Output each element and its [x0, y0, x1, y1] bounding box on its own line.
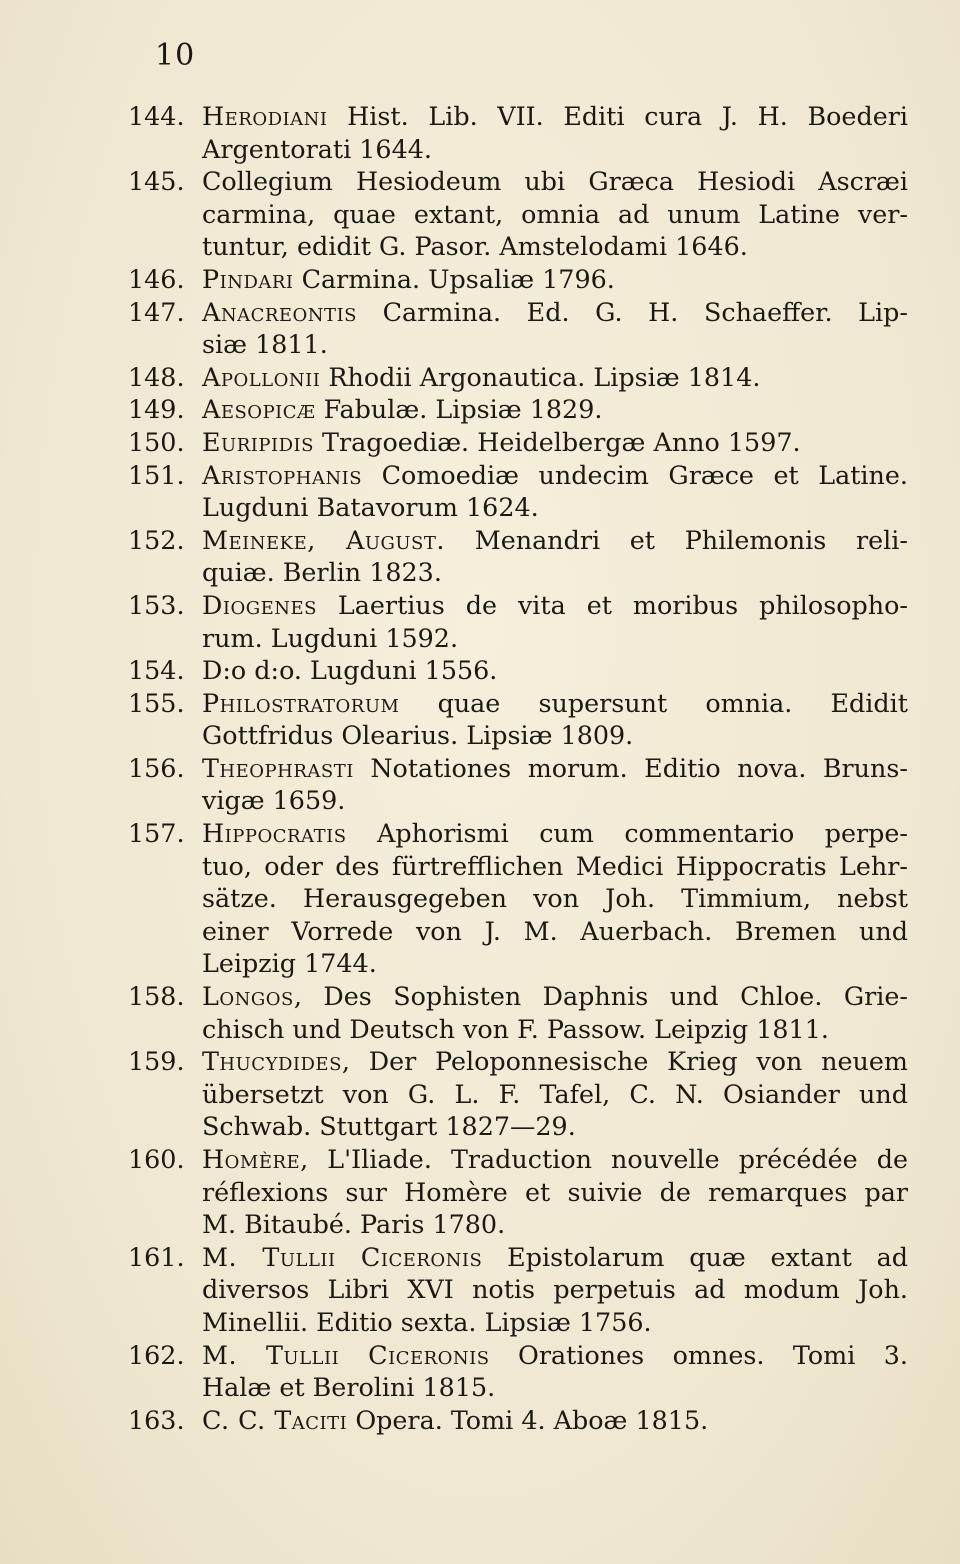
entry-text: M. Bitaubé. Paris 1780. [202, 1209, 506, 1240]
entry-author: Pindari [202, 263, 294, 294]
catalogue-entry [128, 426, 908, 459]
catalogue-entry [128, 165, 908, 263]
entry-line [202, 361, 908, 394]
entry-text: diversos Libri XVI notis perpetuis ad modum Joh. [202, 1274, 908, 1305]
entry-author: Diogenes [202, 589, 317, 620]
entry-text: quae supersunt omnia. Edidit [399, 687, 908, 718]
entry-text: , Der Peloponnesische Krieg von neuem [341, 1046, 908, 1077]
entry-author: Philostratorum [202, 687, 400, 718]
entry-text: sätze. Herausgegeben von Joh. Timmium, nebst [202, 883, 908, 914]
entry-text: Schwab. Stuttgart 1827—29. [202, 1111, 576, 1142]
entry-number: 160. [128, 1144, 185, 1174]
entry-line [202, 1306, 908, 1339]
entry-line [202, 752, 908, 785]
catalogue-entry [128, 589, 908, 654]
entry-text: einer Vorrede von J. M. Auerbach. Bremen und [202, 915, 908, 946]
entry-number: 152. [128, 524, 185, 555]
entry-line [202, 263, 908, 296]
entry-author: Anacreontis [202, 296, 358, 327]
catalogue-entry [128, 980, 908, 1045]
entry-text: siæ 1811. [202, 329, 328, 360]
entry-text: , L'Iliade. Traduction nouvelle précédée de [300, 1144, 908, 1174]
catalogue-entry [128, 687, 908, 752]
entry-author: Euripidis [202, 426, 314, 457]
entry-text: Lugduni Batavorum 1624. [202, 492, 539, 523]
entry-line [202, 719, 908, 752]
entry-number: 149. [128, 394, 185, 425]
catalogue-entry [128, 361, 908, 394]
page-number: 10 [155, 38, 196, 73]
catalogue-entry [128, 1404, 908, 1437]
entry-line [202, 459, 908, 492]
catalogue-entry [128, 524, 908, 589]
entry-text: chisch und Deutsch von F. Passow. Leipzig 1811. [202, 1013, 829, 1044]
entry-line [202, 1110, 908, 1143]
entry-line [202, 817, 908, 850]
entry-number: 161. [128, 1241, 185, 1272]
catalogue-list [128, 100, 908, 1436]
entry-line [202, 654, 908, 687]
entry-line [202, 1273, 908, 1306]
entry-text: Menandri et Philemonis reli- [444, 524, 908, 555]
entry-text: Orationes omnes. Tomi 3. [489, 1339, 908, 1370]
entry-number: 147. [128, 296, 185, 327]
entry-line [202, 1013, 908, 1046]
entry-text: Carmina. Ed. G. H. Schaeffer. Lip- [357, 296, 908, 327]
catalogue-entry [128, 752, 908, 817]
entry-text: Carmina. Upsaliæ 1796. [293, 263, 615, 294]
entry-text: , Des Sophisten Daphnis und Chloe. Grie- [293, 981, 908, 1012]
catalogue-entry [128, 817, 908, 980]
entry-text: Hist. Lib. VII. Editi cura J. H. Boederi [327, 101, 908, 131]
catalogue-entry [128, 1143, 908, 1241]
entry-line [202, 524, 908, 557]
entry-text: réflexions sur Homère et suivie de remarques par [202, 1176, 908, 1207]
entry-author: Aesopicæ [202, 394, 316, 425]
entry-number: 151. [128, 459, 185, 490]
entry-number: 153. [128, 589, 185, 620]
entry-author: Homère [202, 1144, 301, 1174]
entry-line [202, 491, 908, 524]
entry-line [202, 1404, 908, 1437]
entry-line [202, 1176, 908, 1209]
entry-text: rum. Lugduni 1592. [202, 622, 459, 653]
entry-number: 155. [128, 687, 185, 718]
entry-author: Herodiani [202, 101, 328, 131]
entry-text: Notationes morum. Editio nova. Bruns- [353, 752, 908, 783]
entry-text: Tragoediæ. Heidelbergæ Anno 1597. [313, 426, 801, 457]
entry-number: 156. [128, 752, 185, 783]
entry-text: Minellii. Editio sexta. Lipsiæ 1756. [202, 1306, 652, 1337]
entry-text: Laertius de vita et moribus philosopho- [316, 589, 908, 620]
entry-line [202, 1045, 908, 1078]
entry-number: 146. [128, 263, 185, 294]
entry-text: übersetzt von G. L. F. Tafel, C. N. Osiander und [202, 1078, 908, 1109]
catalogue-entry [128, 1339, 908, 1404]
entry-line [202, 882, 908, 915]
entry-number: 145. [128, 166, 185, 197]
catalogue-entry [128, 654, 908, 687]
entry-text: Fabulæ. Lipsiæ 1829. [315, 394, 603, 425]
entry-number: 144. [128, 101, 185, 131]
entry-number: 157. [128, 818, 185, 849]
entry-line [202, 133, 908, 166]
entry-line [202, 915, 908, 948]
catalogue-entry [128, 1241, 908, 1339]
entry-text: Gottfridus Olearius. Lipsiæ 1809. [202, 720, 634, 751]
entry-author: Thucydides [202, 1046, 342, 1077]
entry-number: 163. [128, 1404, 185, 1435]
entry-number: 148. [128, 361, 185, 392]
catalogue-entry [128, 1045, 908, 1143]
entry-line [202, 589, 908, 622]
entry-text: Argentorati 1644. [202, 133, 432, 164]
entry-number: 159. [128, 1046, 185, 1077]
entry-author: Theophrasti [202, 752, 354, 783]
entry-number: 158. [128, 981, 185, 1012]
entry-number: 162. [128, 1339, 185, 1370]
entry-author: M. Tullii Ciceronis [202, 1241, 483, 1272]
entry-line [202, 556, 908, 589]
entry-author: Hippocratis [202, 818, 347, 849]
entry-author: Meineke, August. [202, 524, 445, 555]
entry-line [202, 230, 908, 263]
entry-text: Collegium Hesiodeum ubi Græca Hesiodi Ascræi [202, 166, 908, 197]
entry-text: tuo, oder des fürtrefflichen Medici Hippocratis Lehr- [202, 850, 908, 881]
entry-author: Longos [202, 981, 294, 1012]
entry-line [202, 980, 908, 1013]
entry-text: Rhodii Argonautica. Lipsiæ 1814. [320, 361, 761, 392]
catalogue-entry [128, 296, 908, 361]
entry-text: vigæ 1659. [202, 785, 346, 816]
entry-line [202, 784, 908, 817]
entry-number: 154. [128, 655, 185, 686]
entry-line [202, 198, 908, 231]
entry-author: C. C. Taciti [202, 1404, 348, 1435]
entry-text: carmina, quae extant, omnia ad unum Latine ver- [202, 198, 908, 229]
entry-text: tuntur, edidit G. Pasor. Amstelodami 1646. [202, 231, 748, 262]
entry-text: Leipzig 1744. [202, 948, 377, 979]
entry-line [202, 947, 908, 980]
entry-line [202, 622, 908, 655]
catalogue-entry [128, 263, 908, 296]
entry-line [202, 165, 908, 198]
entry-author: Apollonii [202, 361, 321, 392]
entry-text: Aphorismi cum commentario perpe- [346, 818, 908, 849]
entry-line [202, 1241, 908, 1274]
entry-number: 150. [128, 426, 185, 457]
entry-line [202, 328, 908, 361]
entry-author: M. Tullii Ciceronis [202, 1339, 490, 1370]
entry-author: Aristophanis [202, 459, 363, 490]
catalogue-entry [128, 393, 908, 426]
entry-text: D:o d:o. Lugduni 1556. [202, 655, 498, 686]
entry-line [202, 850, 908, 883]
entry-line [202, 100, 908, 133]
catalogue-entry [128, 459, 908, 524]
entry-line [202, 1078, 908, 1111]
catalogue-entry [128, 100, 908, 165]
entry-line [202, 393, 908, 426]
entry-text: Comoediæ undecim Græce et Latine. [362, 459, 908, 490]
entry-text: quiæ. Berlin 1823. [202, 557, 442, 588]
entry-line [202, 687, 908, 720]
entry-text: Halæ et Berolini 1815. [202, 1372, 496, 1403]
entry-line [202, 1208, 908, 1241]
entry-line [202, 1339, 908, 1372]
entry-text: Epistolarum quæ extant ad [482, 1241, 908, 1272]
entry-line [202, 1143, 908, 1176]
entry-text: Opera. Tomi 4. Aboæ 1815. [347, 1404, 709, 1435]
entry-line [202, 1371, 908, 1404]
entry-line [202, 296, 908, 329]
entry-line [202, 426, 908, 459]
